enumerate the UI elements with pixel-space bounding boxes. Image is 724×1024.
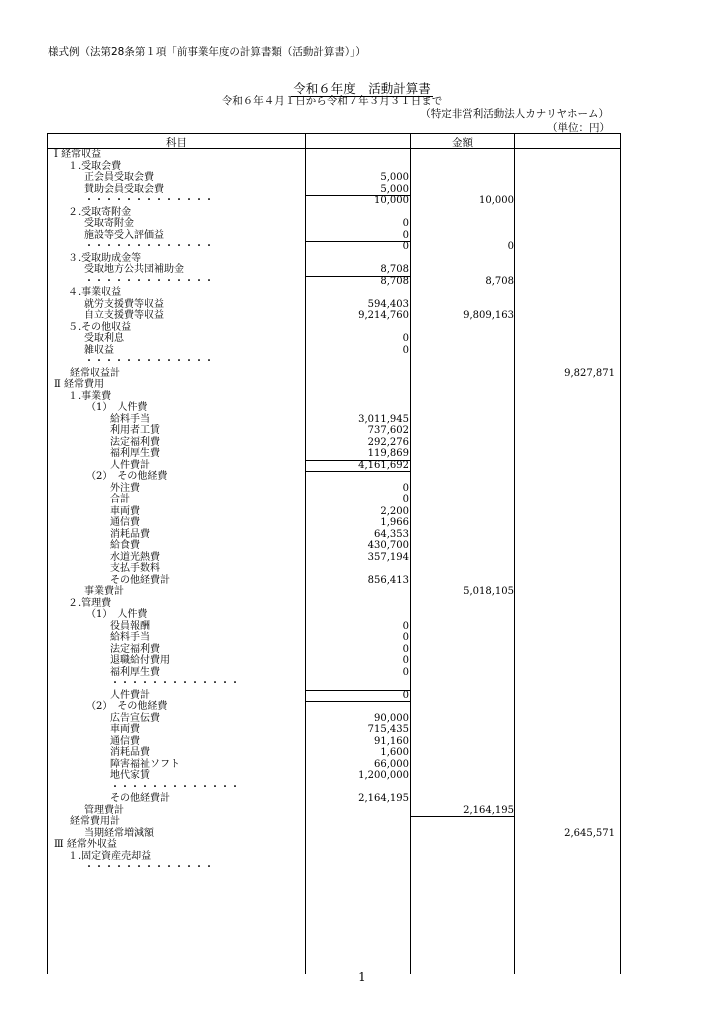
table-row	[48, 540, 620, 552]
row-label: 当期経常増減額	[84, 827, 154, 839]
row-label: ２.管理費	[68, 597, 112, 609]
row-label: （1） 人件費	[86, 609, 148, 620]
table-row	[48, 701, 620, 713]
table-row	[48, 299, 620, 311]
row-label: Ⅱ 経常費用	[54, 379, 104, 390]
table-row	[48, 402, 620, 414]
amount-c1: 1,966	[380, 517, 409, 528]
table-row	[48, 839, 620, 851]
subtotal-rule	[306, 460, 410, 461]
amount-c1: 0	[402, 666, 409, 678]
amount-c1: 5,000	[380, 172, 409, 183]
row-label: 車両費	[110, 724, 140, 735]
row-label: ・・・・・・・・・・・・・	[110, 678, 240, 689]
amount-c1: 10,000	[374, 195, 409, 206]
fiscal-period: 令和６年４月１日から令和７年３月３１日まで	[221, 95, 443, 107]
row-label: 受取地方公共団補助金	[84, 264, 184, 275]
row-label: 地代家賃	[110, 770, 150, 781]
table-row	[48, 425, 620, 437]
amount-c1: 0	[402, 344, 409, 356]
table-row	[48, 494, 620, 506]
organization-name: （特定非営利活動法人カナリヤホーム）	[420, 108, 609, 120]
row-label: 経常収益計	[70, 367, 120, 379]
table-row	[48, 644, 620, 656]
row-label: 外注費	[110, 482, 140, 494]
row-label: 人件費計	[110, 459, 150, 471]
amount-c1: 715,435	[367, 724, 409, 735]
amount-c1: 0	[402, 494, 409, 505]
table-row	[48, 770, 620, 782]
row-label: 受取寄附金	[84, 218, 134, 229]
subtotal-rule	[306, 701, 410, 702]
row-label: 法定福利費	[110, 436, 160, 448]
row-label: 受取利息	[84, 333, 124, 344]
row-label: 施設等受入評価益	[84, 229, 164, 241]
table-row	[48, 414, 620, 426]
table-row	[48, 736, 620, 748]
table-row	[48, 483, 620, 495]
row-label: ５.その他収益	[68, 321, 132, 333]
row-label: 福利厚生費	[110, 448, 160, 459]
amount-c1: 90,000	[374, 712, 409, 724]
table-row	[48, 678, 620, 690]
amount-c1: 3,011,945	[358, 413, 409, 425]
table-row	[48, 149, 620, 161]
row-label: 経常費用計	[70, 816, 120, 827]
table-row	[48, 437, 620, 449]
table-row	[48, 552, 620, 564]
row-label: 雑収益	[84, 344, 114, 356]
amount-c2: 5,018,105	[463, 586, 514, 597]
row-label: ・・・・・・・・・・・・・	[110, 781, 240, 793]
table-row	[48, 471, 620, 483]
activity-statement-table	[47, 133, 621, 974]
table-row	[48, 391, 620, 403]
amount-c2: 10,000	[479, 195, 514, 206]
amount-c1: 0	[402, 655, 409, 666]
row-label: １.固定資産売却益	[68, 850, 152, 862]
amount-c2: 2,164,195	[463, 804, 514, 816]
row-label: 消耗品費	[110, 528, 150, 540]
row-label: 就労支援費等収益	[84, 298, 164, 310]
table-row	[48, 655, 620, 667]
row-label: 水道光熱費	[110, 551, 160, 563]
row-label: 障害福祉ソフト	[110, 758, 180, 770]
table-row	[48, 161, 620, 173]
row-label: （2） その他経費	[86, 701, 168, 712]
table-row	[48, 310, 620, 322]
amount-c1: 737,602	[367, 425, 409, 436]
amount-c1: 8,708	[380, 264, 409, 275]
amount-c1: 594,403	[367, 298, 409, 310]
amount-c1: 430,700	[367, 540, 409, 551]
table-row	[48, 253, 620, 265]
statement-rows	[48, 149, 620, 874]
amount-c3: 2,645,571	[564, 827, 615, 839]
table-row	[48, 609, 620, 621]
row-label: ・・・・・・・・・・・・・	[84, 241, 214, 252]
amount-c1: 8,708	[380, 275, 409, 287]
table-row	[48, 264, 620, 276]
subtotal-rule	[306, 690, 410, 691]
table-row	[48, 218, 620, 230]
amount-c3: 9,827,871	[564, 367, 615, 379]
amount-c1: 2,200	[380, 505, 409, 517]
row-label: その他経費計	[110, 574, 170, 586]
subtotal-rule	[306, 471, 410, 472]
amount-c1: 0	[402, 632, 409, 643]
row-label: 福利厚生費	[110, 666, 160, 678]
table-row	[48, 667, 620, 679]
column-header-amount: 金額	[452, 137, 473, 149]
amount-c1: 0	[402, 333, 409, 344]
table-row	[48, 575, 620, 587]
row-label: 正会員受取会費	[84, 172, 154, 183]
amount-c1: 66,000	[374, 758, 409, 770]
row-label: 合計	[110, 494, 130, 505]
table-row	[48, 598, 620, 610]
row-label: ・・・・・・・・・・・・・	[84, 195, 214, 206]
table-row	[48, 621, 620, 633]
row-label: （2） その他経費	[86, 471, 168, 482]
row-label: ２.受取寄附金	[68, 206, 132, 218]
table-row	[48, 862, 620, 874]
row-label: １.受取会費	[68, 160, 122, 172]
table-row	[48, 230, 620, 242]
amount-c1: 2,164,195	[358, 793, 409, 804]
row-label: 広告宣伝費	[110, 712, 160, 724]
table-row	[48, 287, 620, 299]
page-number: 1	[358, 970, 366, 984]
table-row	[48, 713, 620, 725]
row-label: その他経費計	[110, 793, 170, 804]
row-label: （1） 人件費	[86, 402, 148, 413]
row-label: 利用者工賃	[110, 425, 160, 436]
table-row	[48, 184, 620, 196]
table-row	[48, 747, 620, 759]
table-row	[48, 322, 620, 334]
table-row	[48, 172, 620, 184]
amount-c1: 64,353	[374, 528, 409, 540]
row-label: ・・・・・・・・・・・・・	[84, 275, 214, 287]
row-label: 自立支援費等収益	[84, 310, 164, 321]
table-row	[48, 333, 620, 345]
column-header-subject: 科目	[166, 137, 187, 149]
table-row	[48, 805, 620, 817]
currency-unit: （単位：円）	[547, 122, 610, 134]
table-row	[48, 207, 620, 219]
amount-c1: 0	[402, 689, 409, 701]
table-row	[48, 782, 620, 794]
amount-c1: 856,413	[367, 574, 409, 586]
table-row	[48, 529, 620, 541]
document-title-text: 令和６年度 活動計算書	[293, 81, 431, 96]
amount-c1: 1,600	[380, 747, 409, 758]
subtotal-rule	[306, 241, 410, 242]
row-label: 通信費	[110, 735, 140, 747]
table-row	[48, 517, 620, 529]
row-label: 法定福利費	[110, 643, 160, 655]
row-label: ３.受取助成金等	[68, 252, 142, 264]
row-label: Ⅲ 経常外収益	[54, 839, 117, 850]
amount-c2: 9,809,163	[463, 310, 514, 321]
table-row	[48, 690, 620, 702]
amount-c1: 0	[402, 229, 409, 241]
row-label: 消耗品費	[110, 747, 150, 758]
table-row	[48, 276, 620, 288]
table-row	[48, 632, 620, 644]
row-label: 管理費計	[84, 804, 124, 816]
row-label: 賛助会員受取会費	[84, 183, 164, 195]
table-row	[48, 724, 620, 736]
table-row	[48, 563, 620, 575]
subtotal-rule	[306, 276, 410, 277]
table-row	[48, 448, 620, 460]
row-label: ・・・・・・・・・・・・・	[84, 862, 214, 873]
amount-c1: 119,869	[367, 448, 409, 459]
row-label: 給食費	[110, 540, 140, 551]
amount-c2: 0	[507, 241, 514, 252]
amount-c1: 1,200,000	[358, 770, 409, 781]
table-row	[48, 586, 620, 598]
row-label: 人件費計	[110, 689, 150, 701]
amount-c1: 4,161,692	[358, 459, 409, 471]
table-row	[48, 345, 620, 357]
amount-c1: 5,000	[380, 183, 409, 195]
row-label: 通信費	[110, 517, 140, 528]
amount-c1: 292,276	[367, 436, 409, 448]
row-label: 事業費計	[84, 586, 124, 597]
row-label: ４.事業収益	[68, 287, 122, 298]
row-label: ・・・・・・・・・・・・・	[84, 356, 214, 367]
row-label: 給料手当	[110, 632, 150, 643]
subtotal-rule	[411, 816, 514, 817]
row-label: Ⅰ 経常収益	[54, 149, 102, 160]
table-row	[48, 851, 620, 863]
row-label: 給料手当	[110, 413, 150, 425]
row-label: 支払手数料	[110, 563, 160, 574]
table-row	[48, 379, 620, 391]
table-row	[48, 460, 620, 472]
table-row	[48, 793, 620, 805]
amount-c1: 9,214,760	[358, 310, 409, 321]
amount-c1: 0	[402, 241, 409, 252]
amount-c1: 0	[402, 482, 409, 494]
row-label: 車両費	[110, 505, 140, 517]
amount-c2: 8,708	[485, 275, 514, 287]
amount-c1: 0	[402, 643, 409, 655]
row-label: １.事業費	[68, 390, 112, 402]
table-row	[48, 241, 620, 253]
table-row	[48, 759, 620, 771]
form-label: 様式例（法第28条第１項「前事業年度の計算書類（活動計算書）」）	[48, 46, 366, 58]
row-label: 退職給付費用	[110, 655, 170, 666]
amount-c1: 91,160	[374, 735, 409, 747]
table-row	[48, 828, 620, 840]
table-row	[48, 195, 620, 207]
row-label: 役員報酬	[110, 620, 150, 632]
amount-c1: 357,194	[367, 551, 409, 563]
table-row	[48, 816, 620, 828]
amount-c1: 0	[402, 218, 409, 229]
table-row	[48, 368, 620, 380]
table-row	[48, 506, 620, 518]
amount-c1: 0	[402, 620, 409, 632]
table-row	[48, 356, 620, 368]
subtotal-rule	[306, 195, 410, 196]
